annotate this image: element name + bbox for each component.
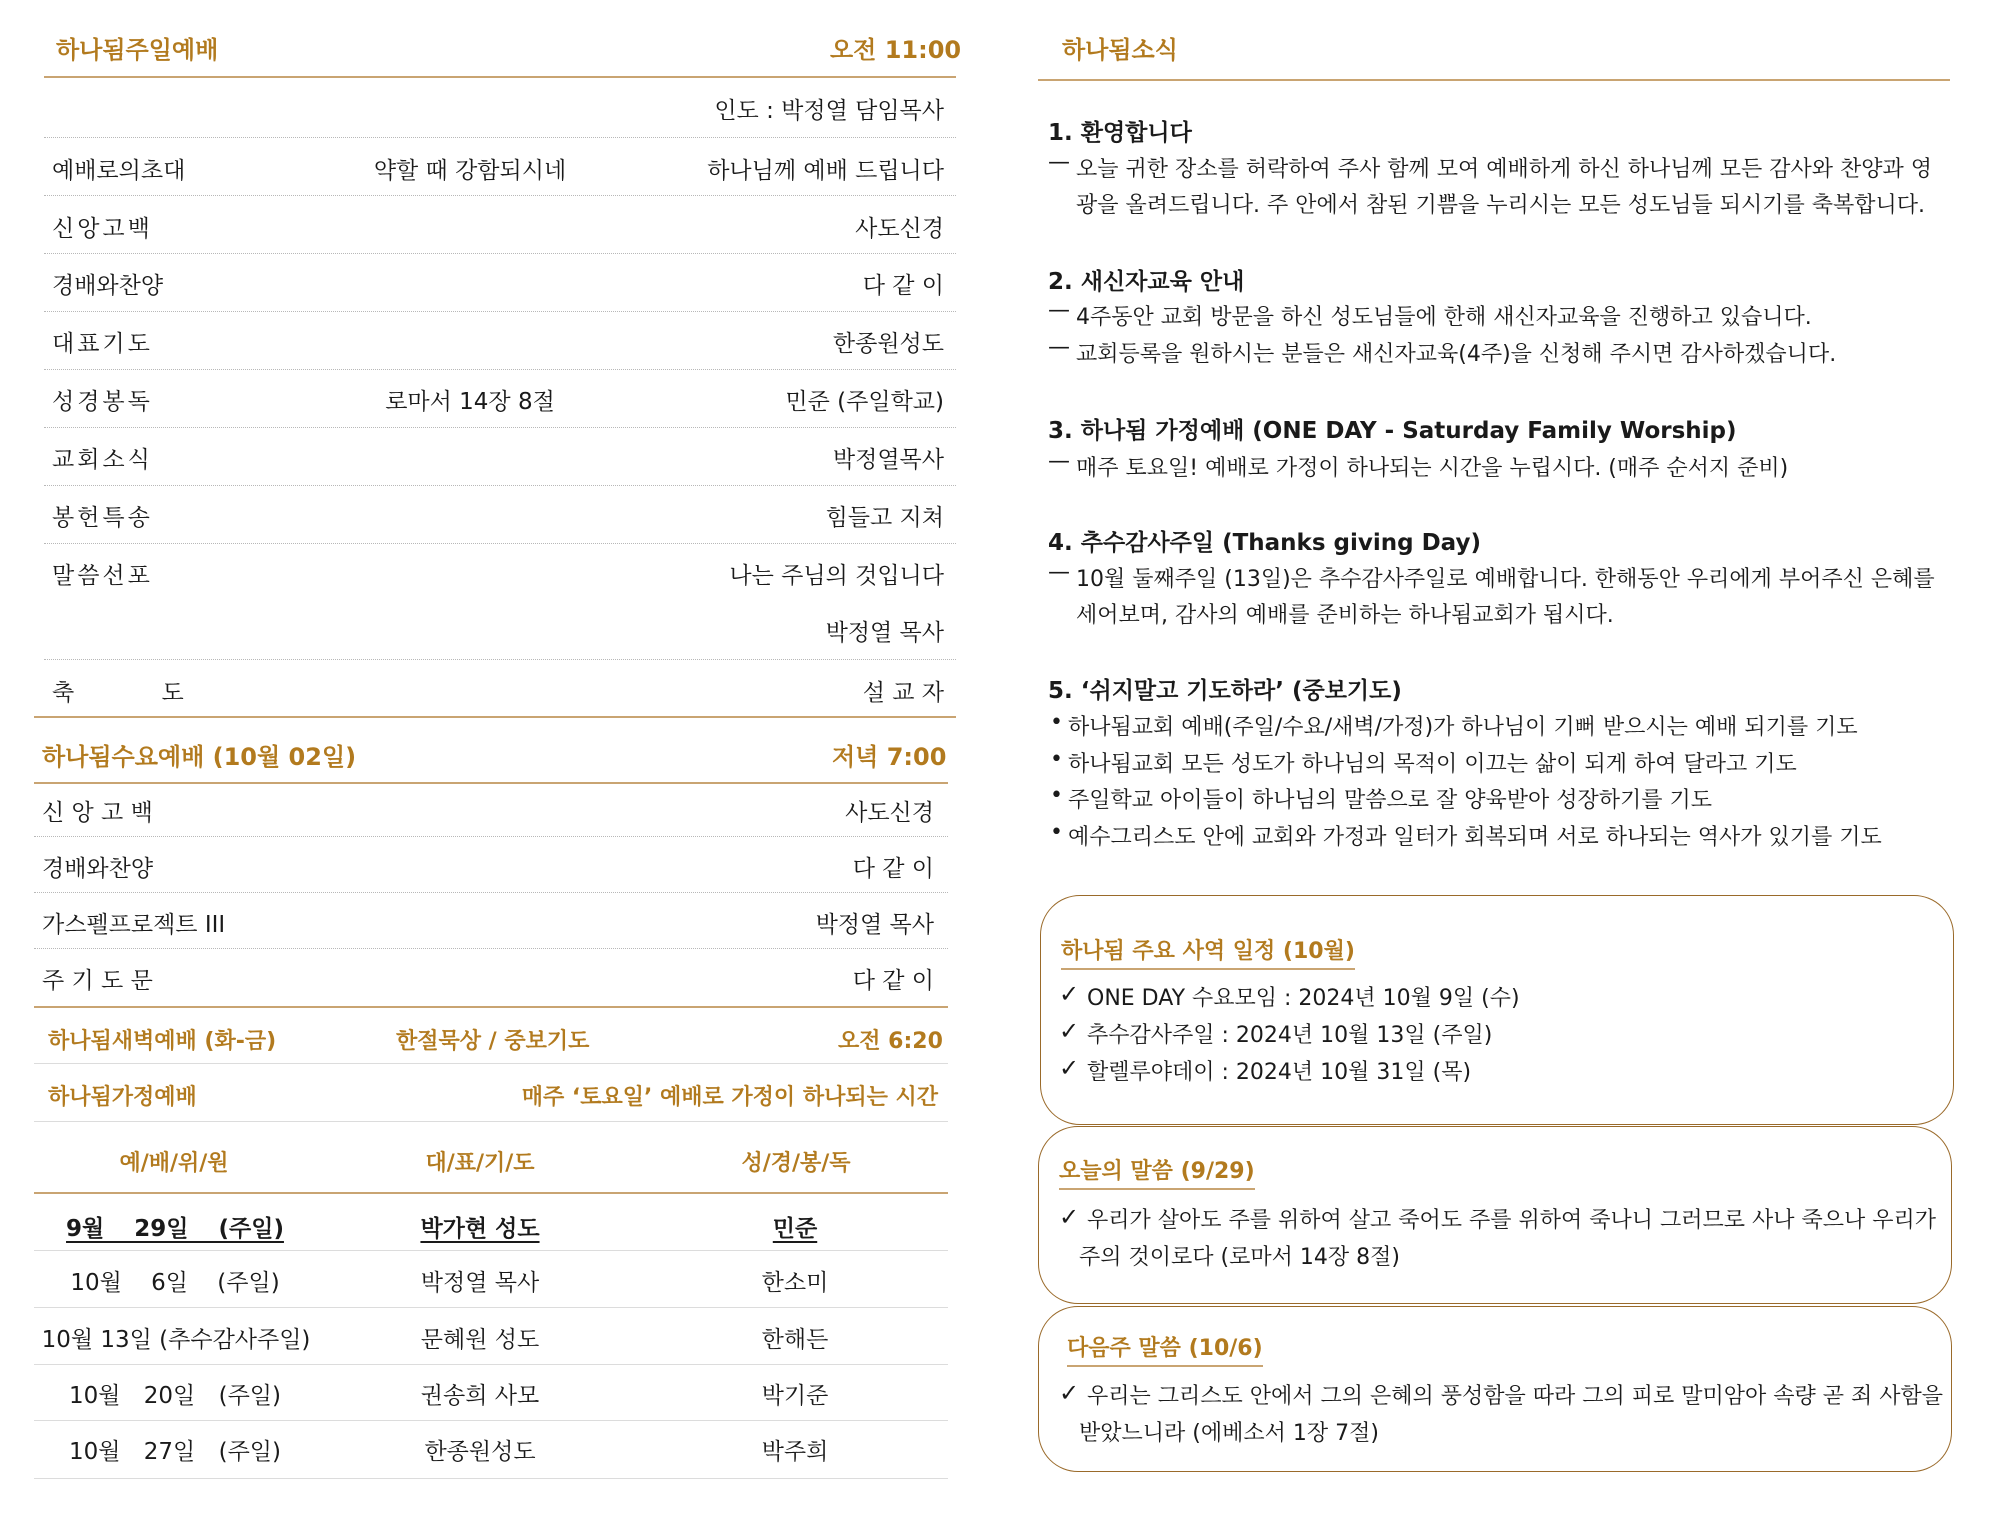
order-right: 다 같 이 (862, 273, 944, 299)
wednesday-title: 하나됨수요예배 (10월 02일) (42, 743, 357, 771)
divider (34, 1063, 948, 1064)
schedule-item: 할렐루야데이 : 2024년 10월 31일 (목) (1087, 1060, 1472, 1085)
order-label: 경배와찬양 (42, 856, 154, 882)
schedule-item: ONE DAY 수요모임 : 2024년 10월 9일 (수) (1087, 986, 1520, 1011)
dash-icon: — (1048, 150, 1070, 175)
news-item-line: 주일학교 아이들이 하나님의 말씀으로 잘 양육받아 성장하기를 기도 (1068, 788, 1713, 813)
duty-reading: 민준 (772, 1216, 818, 1242)
benediction-label: 축 도 (52, 680, 224, 706)
divider (34, 1192, 948, 1194)
check-icon: ✓ (1059, 1054, 1080, 1082)
divider (44, 253, 956, 254)
news-item-line: 매주 토요일! 예배로 가정이 하나되는 시간을 누립시다. (매주 순서지 준비) (1076, 456, 1789, 481)
duty-date: 10월 13일 (추수감사주일) (41, 1327, 311, 1353)
duty-reading: 한해든 (761, 1327, 829, 1353)
check-icon: ✓ (1059, 980, 1080, 1008)
check-icon: ✓ (1059, 1017, 1080, 1045)
order-label: 대표기도 (52, 331, 153, 357)
news-item-line: 10월 둘째주일 (13일)은 추수감사주일로 예배합니다. 한해동안 우리에게 부어주신 은혜를 (1076, 567, 1935, 592)
order-right: 박정열 목사 (815, 912, 934, 938)
news-item-line: 예수그리스도 안에 교회와 가정과 일터가 회복되며 서로 하나되는 역사가 있기를 기도 (1068, 825, 1882, 850)
dash-icon: — (1048, 298, 1070, 323)
duty-reading: 박주희 (761, 1439, 829, 1465)
order-label: 교회소식 (52, 447, 153, 473)
today-word-line: 우리가 살아도 주를 위하여 살고 죽어도 주를 위하여 죽나니 그러므로 사나 죽으나 우리가 (1087, 1208, 1936, 1233)
next-word-title: 다음주 말씀 (10/6) (1067, 1331, 1263, 1367)
order-label: 예배로의초대 (52, 158, 186, 184)
news-item-title: 3. 하나됨 가정예배 (ONE DAY - Saturday Family Worship) (1048, 418, 1737, 444)
divider (44, 427, 956, 428)
divider (34, 1250, 948, 1251)
order-right: 민준 (주일학교) (785, 389, 944, 415)
duty-reading: 박기준 (761, 1383, 829, 1409)
divider (44, 543, 956, 544)
order-mid: 약할 때 강함되시네 (373, 158, 567, 184)
news-item-title: 2. 새신자교육 안내 (1048, 269, 1245, 295)
next-word-line: 우리는 그리스도 안에서 그의 은혜의 풍성함을 따라 그의 피로 말미암아 속량 곧 죄 사함을 (1087, 1384, 1943, 1409)
check-icon: ✓ (1059, 1379, 1080, 1407)
today-word-line: 주의 것이로다 (로마서 14장 8절) (1079, 1245, 1400, 1270)
order-right: 다 같 이 (852, 856, 934, 882)
news-item-line: 4주동안 교회 방문을 하신 성도님들에 한해 새신자교육을 진행하고 있습니다. (1076, 305, 1812, 330)
dash-icon: — (1048, 449, 1070, 474)
order-label: 경배와찬양 (52, 273, 164, 299)
bullet-icon: • (1050, 747, 1063, 772)
news-item-line: 하나됨교회 모든 성도가 하나님의 목적이 이끄는 삶이 되게 하여 달라고 기도 (1068, 752, 1797, 777)
wednesday-time: 저녁 7:00 (832, 743, 947, 771)
order-label: 주 기 도 문 (42, 968, 153, 994)
schedule-item: 추수감사주일 : 2024년 10월 13일 (주일) (1087, 1023, 1493, 1048)
next-word-line: 받았느니라 (에베소서 1장 7절) (1079, 1421, 1379, 1446)
divider (44, 195, 956, 196)
duty-prayer: 박정열 목사 (420, 1270, 540, 1296)
divider (44, 76, 956, 78)
news-title: 하나됨소식 (1062, 36, 1178, 64)
dawn-mid: 한절묵상 / 중보기도 (396, 1029, 590, 1054)
order-right: 사도신경 (855, 216, 944, 242)
sunday-leader: 인도 : 박정열 담임목사 (714, 98, 944, 124)
schedule-box (1040, 895, 1954, 1125)
family-title: 하나됨가정예배 (48, 1085, 197, 1110)
divider (1038, 79, 1950, 81)
divider (34, 716, 956, 718)
divider (44, 369, 956, 370)
order-label: 봉헌특송 (52, 505, 153, 531)
next-word-box (1038, 1306, 1952, 1472)
order-right: 한종원성도 (832, 331, 944, 357)
divider (34, 1420, 948, 1421)
order-label: 가스펠프로젝트 III (42, 912, 226, 938)
order-label: 신 앙 고 백 (42, 800, 153, 826)
duty-prayer: 한종원성도 (424, 1439, 536, 1465)
duty-date: 10월 6일 (주일) (70, 1270, 280, 1296)
divider (34, 1478, 948, 1479)
order-right: 박정열목사 (832, 447, 944, 473)
divider (44, 137, 956, 138)
family-desc: 매주 ‘토요일’ 예배로 가정이 하나되는 시간 (521, 1085, 938, 1110)
dash-icon: — (1048, 335, 1070, 360)
duty-header: 성/경/봉/독 (741, 1151, 851, 1176)
dash-icon: — (1048, 560, 1070, 585)
duty-prayer: 박가현 성도 (420, 1216, 540, 1242)
check-icon: ✓ (1059, 1203, 1080, 1231)
divider (34, 1121, 948, 1122)
order-label: 신앙고백 (52, 216, 153, 242)
duty-header: 예/배/위/원 (119, 1151, 229, 1176)
order-mid: 로마서 14장 8절 (385, 389, 555, 415)
today-word-title: 오늘의 말씀 (9/29) (1059, 1154, 1255, 1190)
divider (44, 659, 956, 660)
duty-prayer: 문혜원 성도 (420, 1327, 540, 1353)
bullet-icon: • (1050, 710, 1063, 735)
bullet-icon: • (1050, 820, 1063, 845)
news-item-line: 광을 올려드립니다. 주 안에서 참된 기쁨을 누리시는 모든 성도님들 되시기를 축복합니다. (1076, 193, 1925, 218)
news-item-line: 하나됨교회 예배(주일/수요/새벽/가정)가 하나님이 기뻐 받으시는 예배 되기를 기도 (1068, 715, 1858, 740)
news-item-line: 교회등록을 원하시는 분들은 새신자교육(4주)을 신청해 주시면 감사하겠습니다. (1076, 342, 1837, 367)
divider (34, 948, 948, 949)
benediction-right: 설 교 자 (862, 680, 944, 706)
duty-prayer: 권송희 사모 (420, 1383, 540, 1409)
divider (44, 485, 956, 486)
news-item-title: 5. ‘쉬지말고 기도하라’ (중보기도) (1048, 678, 1402, 704)
duty-reading: 한소미 (761, 1270, 829, 1296)
sermon-preacher: 박정열 목사 (825, 620, 944, 646)
divider (34, 1006, 948, 1008)
dawn-time: 오전 6:20 (838, 1029, 943, 1054)
duty-header: 대/표/기/도 (425, 1151, 535, 1176)
order-label: 말씀선포 (52, 563, 153, 589)
dawn-title: 하나됨새벽예배 (화-금) (48, 1029, 277, 1054)
divider (34, 836, 948, 837)
duty-date: 10월 27일 (주일) (69, 1439, 281, 1465)
today-word-box (1038, 1126, 1952, 1304)
news-item-line: 오늘 귀한 장소를 허락하여 주사 함께 모여 예배하게 하신 하나님께 모든 감사와 찬양과 영 (1076, 157, 1932, 182)
order-label: 성경봉독 (52, 389, 153, 415)
news-item-line: 세어보며, 감사의 예배를 준비하는 하나됨교회가 됩시다. (1076, 603, 1614, 628)
divider (44, 311, 956, 312)
order-right: 사도신경 (845, 800, 934, 826)
bullet-icon: • (1050, 783, 1063, 808)
news-item-title: 4. 추수감사주일 (Thanks giving Day) (1048, 530, 1482, 556)
divider (34, 892, 948, 893)
schedule-title: 하나됨 주요 사역 일정 (10월) (1061, 934, 1355, 970)
sunday-title: 하나됨주일예배 (56, 36, 219, 64)
sunday-time: 오전 11:00 (830, 36, 962, 64)
news-item-title: 1. 환영합니다 (1048, 120, 1192, 146)
duty-date: 9월 29일 (주일) (66, 1216, 284, 1242)
order-right: 다 같 이 (852, 968, 934, 994)
divider (34, 782, 948, 784)
order-right: 나는 주님의 것입니다 (729, 563, 944, 589)
divider (34, 1364, 948, 1365)
order-right: 힘들고 지쳐 (825, 505, 944, 531)
duty-date: 10월 20일 (주일) (69, 1383, 281, 1409)
divider (34, 1307, 948, 1308)
order-right: 하나님께 예배 드립니다 (707, 158, 944, 184)
